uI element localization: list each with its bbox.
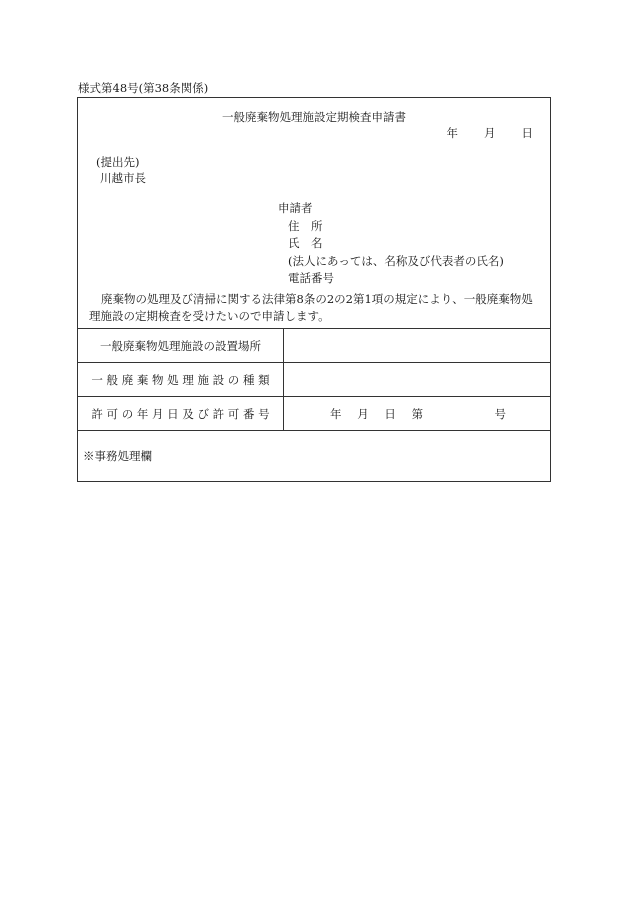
applicant-corp-note: (法人にあっては、名称及び代表者の氏名) xyxy=(288,253,504,268)
application-statement: 廃棄物の処理及び清掃に関する法律第8条の2の2第1項の規定により、一般廃棄物処理施設の定期検査を受けたいので申請します。 xyxy=(89,292,533,323)
applicant-heading: 申請者 xyxy=(278,201,313,215)
installation-location-label: 一般廃棄物処理施設の設置場所 xyxy=(100,338,261,353)
applicant-phone-label: 電話番号 xyxy=(288,271,334,285)
applicant-address-label: 住 所 xyxy=(288,218,323,233)
permit-number: 号 xyxy=(494,406,506,421)
applicant-name-label: 氏 名 xyxy=(288,236,323,250)
date-year: 年 xyxy=(446,126,458,140)
form-number: 様式第48号(第38条関係) xyxy=(78,81,209,95)
date-day: 日 xyxy=(521,126,533,140)
facility-type-field[interactable] xyxy=(284,363,550,396)
permit-year: 年 xyxy=(330,406,342,421)
installation-location-field[interactable] xyxy=(284,329,550,362)
permit-date-number-label: 許 可 の 年 月 日 及 び 許 可 番 号 xyxy=(91,406,270,421)
permit-month: 月 xyxy=(357,406,369,421)
table-bottom-border xyxy=(78,430,550,431)
permit-date-number-field[interactable] xyxy=(284,397,550,430)
facility-type-label: 一 般 廃 棄 物 処 理 施 設 の 種 類 xyxy=(91,372,270,387)
date-month: 月 xyxy=(484,126,496,140)
addressee-label: (提出先) xyxy=(96,155,140,169)
application-form xyxy=(77,97,551,482)
applicant-block xyxy=(278,200,504,288)
office-use-label: ※事務処理欄 xyxy=(83,449,152,463)
permit-day: 日 xyxy=(384,406,396,421)
form-title: 一般廃棄物処理施設定期検査申請書 xyxy=(222,110,406,124)
permit-dai: 第 xyxy=(411,406,424,421)
date-line xyxy=(447,125,534,141)
addressee: 川越市長 xyxy=(100,171,146,185)
